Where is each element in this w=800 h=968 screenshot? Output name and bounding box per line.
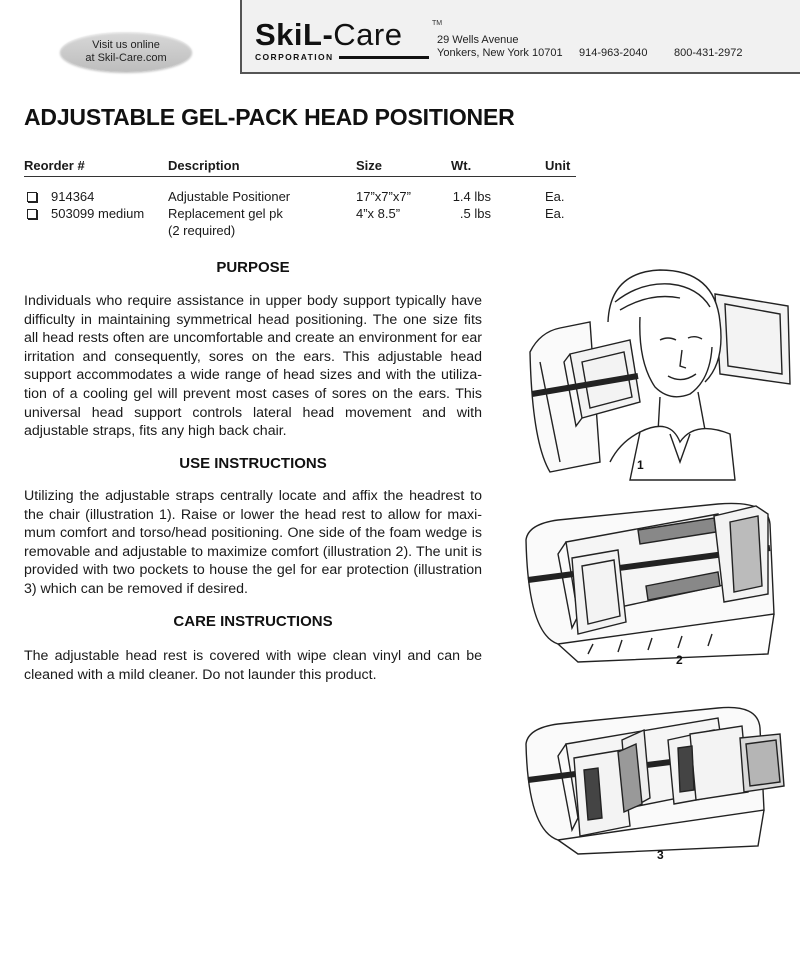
item-note: (2 required) (168, 223, 236, 238)
item-description: Adjustable Positioner (168, 189, 291, 204)
col-reorder: Reorder # (24, 158, 85, 173)
illustration-1-label: 1 (637, 458, 644, 472)
company-logo (255, 17, 443, 62)
item-weight: .5 lbs (459, 206, 491, 221)
item-size: 4”x 8.5” (356, 206, 401, 221)
item-unit: Ea. (545, 189, 565, 204)
brand-name: SkiL-Care (255, 17, 403, 52)
table-row (24, 188, 576, 205)
visit-line-1: Visit us online (92, 39, 160, 51)
order-checkbox[interactable] (27, 209, 37, 219)
phone-local: 914-963-2040 (579, 47, 648, 59)
item-description: Replacement gel pk (168, 206, 283, 221)
purpose-heading: PURPOSE (216, 259, 290, 276)
use-instructions-heading: USE INSTRUCTIONS (179, 455, 327, 472)
care-instructions-text: The adjustable head rest is covered with wipe clean vinyl and can be cleaned with a mild cleaner. Do not launder this product. (24, 648, 482, 683)
logo-rule (339, 56, 429, 59)
item-size: 17”x7”x7” (356, 189, 411, 204)
reorder-number: 503099 medium (51, 206, 145, 221)
use-instructions-text: Utilizing the adjustable straps centrally locate and affix the headrest to the chair (illustration 1). Raise or lower the head rest to allow for maxi-mum comfort and torso/head positioning. One side of the foam wedge is removable and adjustable to maximize comfort (illustration 2). The unit is provided with two pockets to house the gel for ear protection (illustration 3) which can be removed if desired. (24, 488, 482, 597)
corporation-label: CORPORATION (255, 52, 334, 62)
item-unit: Ea. (545, 206, 565, 221)
reorder-table (24, 158, 576, 239)
item-weight: 1.4 lbs (452, 189, 491, 204)
col-weight: Wt. (451, 158, 472, 173)
visit-line-2: at Skil-Care.com (85, 52, 167, 64)
reorder-number: 914364 (51, 189, 95, 204)
illustration-3-label: 3 (657, 848, 664, 862)
visit-website-badge[interactable] (60, 32, 192, 72)
company-header (240, 0, 800, 74)
illustration-2-label: 2 (676, 653, 683, 667)
purpose-text: Individuals who require assistance in upper body support typically have difficulty in maintaining symmetrical head positioning. The one size fits all head rests often are uncomfortable and create an environment for ear irritation and consequently, sores on the ears. This adjustable head support accommodates a wide range of head sizes and with the utiliza-tion of a cooling gel will prevent most cases of sores on the ears. This universal head support controls lateral head movement and with adjustable straps, fits any high back chair. (24, 293, 482, 440)
table-row (24, 222, 576, 239)
illustration-3-image (518, 700, 800, 856)
col-size: Size (356, 158, 383, 173)
order-checkbox[interactable] (27, 192, 37, 202)
company-address: 29 Wells Avenue Yonkers, New York 10701 (437, 34, 563, 59)
col-unit: Unit (545, 158, 571, 173)
page-title: ADJUSTABLE GEL-PACK HEAD POSITIONER (24, 104, 515, 130)
table-row (24, 205, 576, 222)
care-instructions-heading: CARE INSTRUCTIONS (173, 613, 333, 630)
table-header (24, 158, 576, 177)
illustration-2-image (518, 494, 800, 666)
trademark-mark: TM (432, 20, 443, 27)
illustration-1-image (520, 262, 800, 482)
col-description: Description (168, 158, 240, 173)
phone-tollfree: 800-431-2972 (674, 47, 743, 59)
